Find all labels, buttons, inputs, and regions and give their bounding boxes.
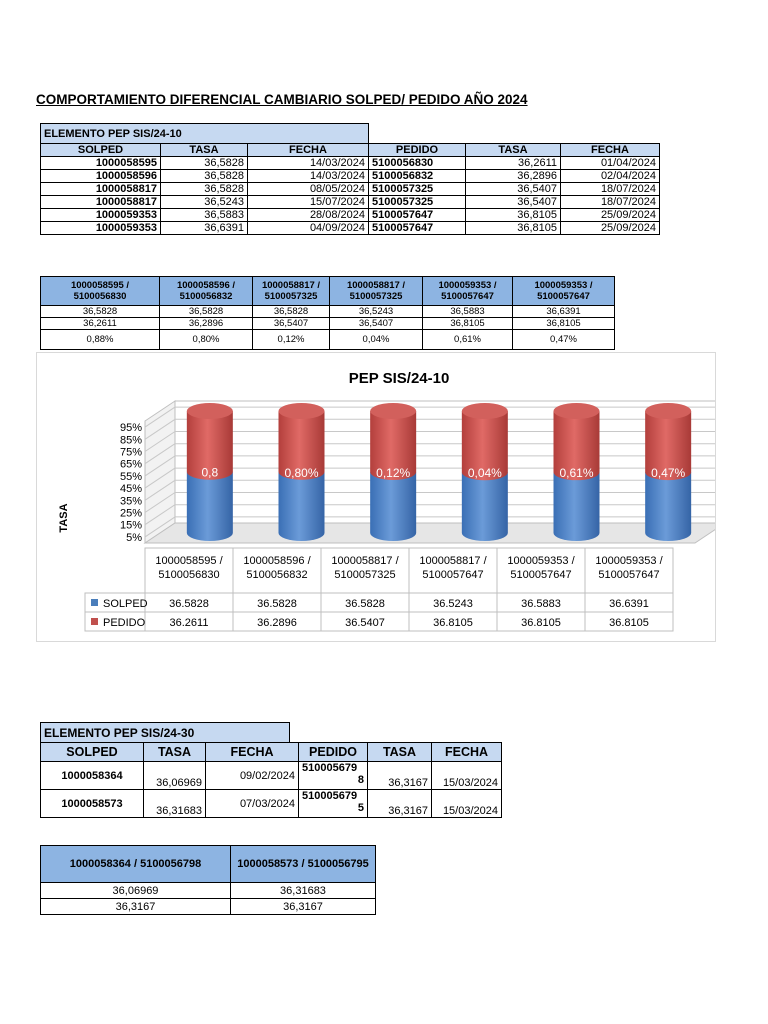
table-cell: 36,5883	[423, 306, 513, 318]
table2-header-5	[513, 277, 615, 306]
chart-legend-label: PEDIDO	[103, 617, 146, 629]
chart-legend-key-solped	[91, 599, 98, 606]
chart-bar-top	[645, 403, 691, 419]
table-cell: 5100056832	[369, 170, 466, 183]
table-cell: 0,47%	[513, 330, 615, 350]
header-line: 5100056832	[179, 291, 233, 302]
table4-header-1: 1000058573 / 5100056795	[231, 846, 376, 883]
table-row	[41, 899, 376, 915]
table-cell: 36,3167	[368, 762, 432, 790]
table-cell: 0,61%	[423, 330, 513, 350]
table3-header-tasa: TASA	[144, 743, 206, 762]
header-line: 5100057647	[537, 291, 590, 302]
chart-y-tick-label: 5%	[126, 531, 142, 544]
table1-label: ELEMENTO PEP SIS/24-10	[40, 123, 369, 143]
table3-header-solped: SOLPED	[41, 743, 144, 762]
table-cell: 36,6391	[513, 306, 615, 318]
chart-y-axis-label: TASA	[58, 503, 70, 533]
chart-data-label: 36.8105	[609, 617, 649, 629]
chart-data-label: 36.5883	[521, 598, 561, 610]
table-cell: 07/03/2024	[206, 790, 299, 818]
table-cell: 36,31683	[231, 883, 376, 899]
table2-header-0	[41, 277, 160, 306]
table-row	[41, 196, 660, 209]
table-cell	[299, 762, 368, 790]
table-cell: 36,8105	[513, 318, 615, 330]
table-cell: 36,5243	[161, 196, 248, 209]
table-cell	[299, 790, 368, 818]
chart-panel	[36, 352, 716, 642]
table2-diff-row	[41, 330, 615, 350]
table-cell: 04/09/2024	[248, 222, 369, 235]
table-cell: 1000058596	[41, 170, 161, 183]
table-cell: 18/07/2024	[561, 196, 660, 209]
chart-data-label: 36.2611	[169, 617, 209, 629]
table-cell: 14/03/2024	[248, 170, 369, 183]
table-cell: 36,8105	[423, 318, 513, 330]
table-cell: 02/04/2024	[561, 170, 660, 183]
table-row	[41, 170, 660, 183]
table-cell: 36,5828	[161, 157, 248, 170]
chart-bar-label: 0,8	[201, 465, 219, 480]
table-cell: 36,3167	[231, 899, 376, 915]
chart-y-tick-label: 35%	[119, 495, 142, 508]
table2-header-row	[41, 277, 615, 306]
chart-svg	[37, 353, 715, 641]
table-cell: 25/09/2024	[561, 209, 660, 222]
table-cell: 01/04/2024	[561, 157, 660, 170]
table-cell: 36,5828	[161, 183, 248, 196]
table-cell: 1000058364	[41, 762, 144, 790]
table-cell: 1000059353	[41, 209, 161, 222]
header-line: 1000058817 /	[346, 280, 406, 291]
table1-header-tasa: TASA	[161, 144, 248, 157]
table-cell: 28/08/2024	[248, 209, 369, 222]
table-cell: 36,6391	[161, 222, 248, 235]
table-cell: 0,04%	[330, 330, 423, 350]
table3-label: ELEMENTO PEP SIS/24-30	[40, 722, 290, 742]
chart-x-tick-label: 1000058817 /	[331, 555, 399, 567]
table-cell: 0,12%	[253, 330, 330, 350]
table3-header-fecha-2: FECHA	[432, 743, 502, 762]
table-row	[41, 209, 660, 222]
table-cell: 5100057647	[369, 222, 466, 235]
pedido-line: 5	[357, 802, 364, 814]
table-row	[41, 183, 660, 196]
table-cell: 36,5407	[253, 318, 330, 330]
pedido-line: 8	[357, 774, 364, 786]
table-cell: 14/03/2024	[248, 157, 369, 170]
table-cell: 36,5828	[253, 306, 330, 318]
chart-bar-label: 0,80%	[284, 465, 319, 480]
table3-header-pedido: PEDIDO	[299, 743, 368, 762]
chart-x-tick-label: 5100057647	[510, 569, 572, 581]
pedido-line: 510005679	[302, 762, 358, 774]
table-cell: 36,2611	[41, 318, 160, 330]
table-cell: 15/03/2024	[432, 790, 502, 818]
chart-data-label: 36.8105	[521, 617, 561, 629]
chart-x-tick-label: 1000059353 /	[595, 555, 663, 567]
table-cell: 36,5828	[160, 306, 253, 318]
table-cell: 36,5828	[161, 170, 248, 183]
chart-data-label: 36.5828	[169, 598, 209, 610]
page-title: COMPORTAMIENTO DIFERENCIAL CAMBIARIO SOLPED/ PEDIDO AÑO 2024	[36, 92, 528, 107]
chart-x-tick-label: 1000059353 /	[507, 555, 575, 567]
table-cell: 25/09/2024	[561, 222, 660, 235]
table1-header-pedido: PEDIDO	[369, 144, 466, 157]
chart-x-tick-label: 1000058595 /	[155, 555, 223, 567]
chart-x-tick-label: 5100056832	[246, 569, 308, 581]
chart-data-label: 36.5828	[345, 598, 385, 610]
table-cell: 1000058573	[41, 790, 144, 818]
chart-y-tick-label: 15%	[119, 519, 142, 532]
header-line: 5100057325	[264, 291, 318, 302]
chart-y-tick-label: 25%	[119, 507, 142, 520]
table1-header-fecha-2: FECHA	[561, 144, 660, 157]
table-cell: 36,5243	[330, 306, 423, 318]
header-line: 5100056830	[73, 291, 127, 302]
table-cell: 15/03/2024	[432, 762, 502, 790]
table1-header-row	[41, 144, 660, 157]
chart-y-tick-label: 85%	[119, 434, 142, 447]
chart-bar-label: 0,61%	[559, 466, 594, 481]
table-row	[41, 790, 502, 818]
chart-bar-label: 0,47%	[651, 466, 686, 481]
table-cell: 0,80%	[160, 330, 253, 350]
chart-data-label: 36.6391	[609, 598, 649, 610]
table-cell: 36,8105	[466, 209, 561, 222]
table-cell: 0,88%	[41, 330, 160, 350]
chart-data-label: 36.5243	[433, 598, 473, 610]
table-row	[41, 222, 660, 235]
table-row	[41, 883, 376, 899]
chart-x-tick-label: 5100057647	[598, 569, 660, 581]
table2-header-4	[423, 277, 513, 306]
table3-header-row	[41, 743, 502, 762]
chart-y-tick-label: 45%	[119, 483, 142, 496]
chart-bar-top	[554, 403, 600, 419]
table-cell: 36,2896	[466, 170, 561, 183]
table1-header-solped: SOLPED	[41, 144, 161, 157]
table-cell: 5100056830	[369, 157, 466, 170]
chart-x-tick-label: 1000058817 /	[419, 555, 487, 567]
table1-header-fecha: FECHA	[248, 144, 369, 157]
table2	[40, 276, 615, 350]
table2-pedido-row	[41, 318, 615, 330]
chart-bar-solped	[370, 472, 416, 541]
chart-bar-top	[370, 403, 416, 419]
chart-data-label: 36.5828	[257, 598, 297, 610]
header-line: 1000059353 /	[438, 280, 497, 291]
header-line: 1000058596 /	[176, 280, 236, 291]
chart-legend-label: SOLPED	[103, 598, 148, 610]
chart-y-tick-label: 65%	[119, 458, 142, 471]
table-cell: 36,8105	[466, 222, 561, 235]
table-cell: 5100057325	[369, 183, 466, 196]
table3-header-fecha: FECHA	[206, 743, 299, 762]
table2-header-3	[330, 277, 423, 306]
table-cell: 36,06969	[144, 762, 206, 790]
chart-bar-label: 0,12%	[376, 465, 411, 480]
table2-solped-row	[41, 306, 615, 318]
table-cell: 36,5407	[466, 183, 561, 196]
chart-legend-key-pedido	[91, 618, 98, 625]
chart-x-tick-label: 1000058596 /	[243, 555, 311, 567]
table3-header-tasa-2: TASA	[368, 743, 432, 762]
chart-x-tick-label: 5100057647	[422, 569, 484, 581]
chart-y-tick-label: 95%	[119, 422, 142, 435]
table-row	[41, 762, 502, 790]
pedido-line: 510005679	[302, 790, 358, 802]
chart-bar-label: 0,04%	[467, 466, 502, 481]
table2-header-2	[253, 277, 330, 306]
chart-bar-top	[279, 403, 325, 419]
table-cell: 1000059353	[41, 222, 161, 235]
table-cell: 1000058817	[41, 183, 161, 196]
chart-data-label: 36.2896	[257, 617, 297, 629]
table1	[40, 143, 660, 235]
table1-header-tasa-2: TASA	[466, 144, 561, 157]
chart-bar-solped	[187, 472, 233, 541]
table4-header-0: 1000058364 / 5100056798	[41, 846, 231, 883]
chart-data-label: 36.5407	[345, 617, 385, 629]
chart-title: PEP SIS/24-10	[348, 370, 450, 387]
header-line: 5100057325	[349, 291, 403, 302]
chart-bar-top	[462, 403, 508, 419]
chart-y-tick-label: 75%	[119, 446, 142, 459]
table3	[40, 742, 502, 818]
table4-header-row	[41, 846, 376, 883]
chart-x-tick-label: 5100056830	[158, 569, 220, 581]
table4	[40, 845, 376, 915]
table-cell: 09/02/2024	[206, 762, 299, 790]
chart-y-tick-label: 55%	[119, 470, 142, 483]
chart-bar-solped	[462, 472, 508, 541]
table-row	[41, 157, 660, 170]
chart-data-label: 36.8105	[433, 617, 473, 629]
header-line: 1000058595 /	[70, 280, 130, 291]
table-cell: 36,3167	[41, 899, 231, 915]
table-cell: 36,31683	[144, 790, 206, 818]
header-line: 1000059353 /	[534, 280, 593, 291]
header-line: 5100057647	[441, 291, 494, 302]
header-line: 1000058817 /	[261, 280, 321, 291]
table-cell: 1000058595	[41, 157, 161, 170]
table-cell: 1000058817	[41, 196, 161, 209]
table-cell: 36,5883	[161, 209, 248, 222]
chart-bar-solped	[554, 472, 600, 541]
table-cell: 36,5407	[466, 196, 561, 209]
table-cell: 36,2896	[160, 318, 253, 330]
table-cell: 36,3167	[368, 790, 432, 818]
table-cell: 36,5407	[330, 318, 423, 330]
table-cell: 5100057647	[369, 209, 466, 222]
table-cell: 36,2611	[466, 157, 561, 170]
chart-bar-top	[187, 403, 233, 419]
table-cell: 08/05/2024	[248, 183, 369, 196]
table2-header-1	[160, 277, 253, 306]
table-cell: 5100057325	[369, 196, 466, 209]
table-cell: 18/07/2024	[561, 183, 660, 196]
chart-bar-solped	[279, 472, 325, 541]
table-cell: 15/07/2024	[248, 196, 369, 209]
table-cell: 36,06969	[41, 883, 231, 899]
chart-bar-solped	[645, 472, 691, 541]
chart-x-tick-label: 5100057325	[334, 569, 396, 581]
table-cell: 36,5828	[41, 306, 160, 318]
